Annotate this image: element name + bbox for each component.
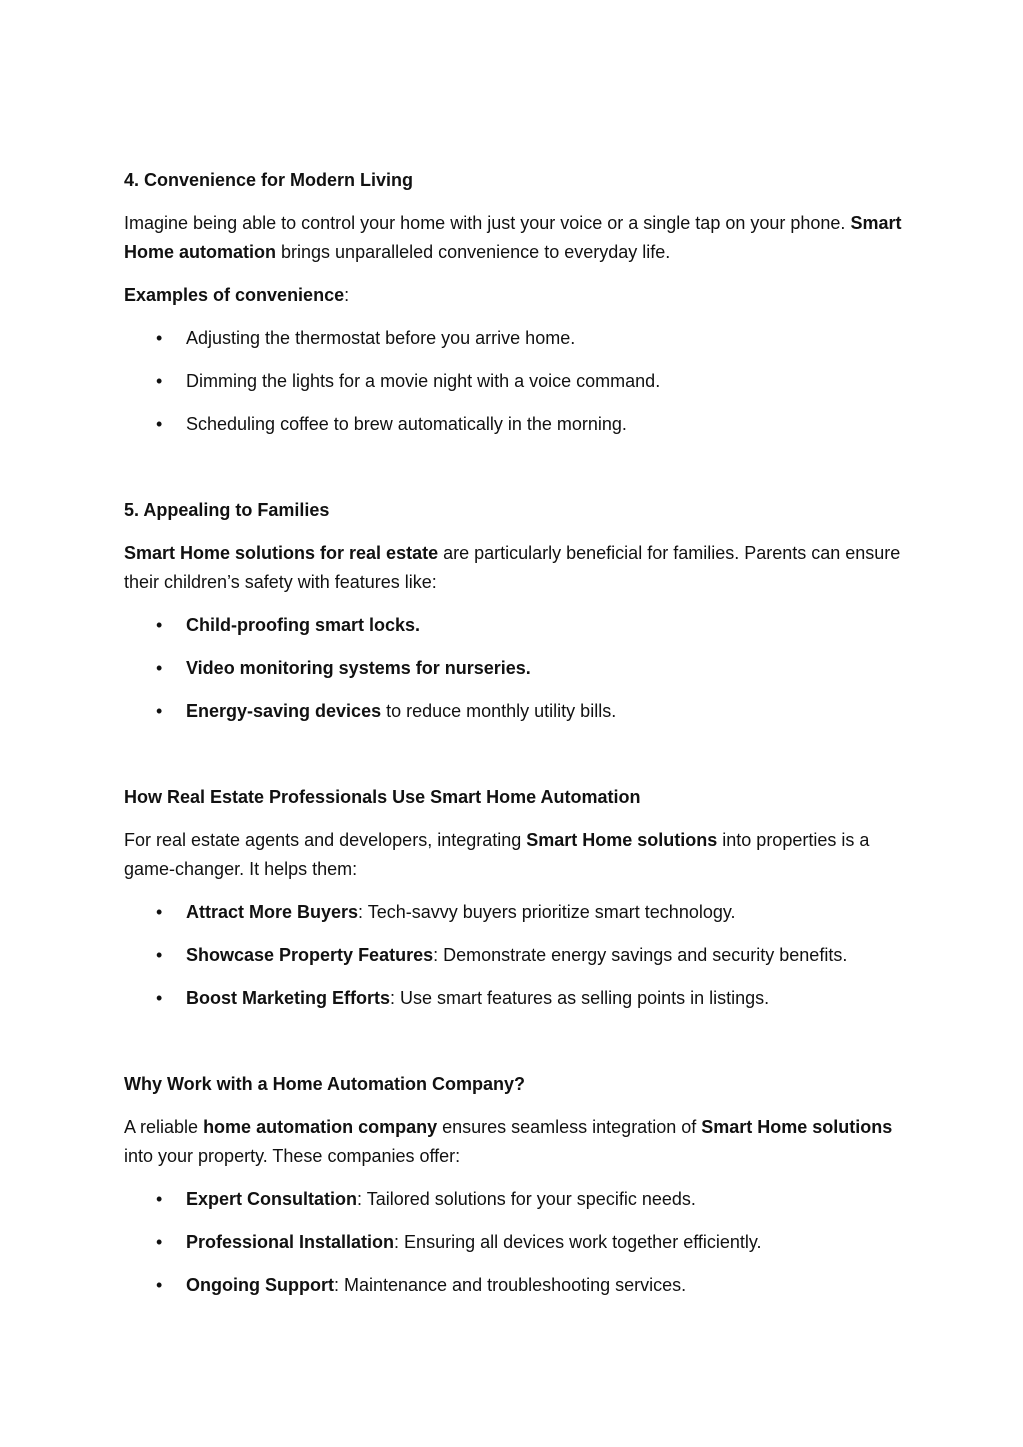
list-item-bold: Child-proofing smart locks. <box>186 615 421 635</box>
section-heading: 4. Convenience for Modern Living <box>124 170 414 190</box>
intro-text: For real estate agents and developers, integrating <box>124 830 527 850</box>
intro-bold: home automation company <box>203 1117 438 1137</box>
list-item <box>124 984 914 1013</box>
section-heading: 5. Appealing to Families <box>124 500 330 520</box>
subheading-bold: Examples of convenience <box>124 285 345 305</box>
list-item-text: : Ensuring all devices work together efficiently. <box>394 1232 762 1252</box>
section-heading: Why Work with a Home Automation Company? <box>124 1074 526 1094</box>
list-item <box>124 367 914 396</box>
list-item <box>124 410 914 439</box>
bullet-icon: • <box>156 902 163 922</box>
section-spacer <box>124 740 914 783</box>
list-item-text: Dimming the lights for a movie night with a voice command. <box>186 371 661 391</box>
bullet-icon: • <box>156 1189 163 1209</box>
bullet-icon: • <box>156 701 163 721</box>
section-subheading <box>124 281 914 310</box>
bullet-list <box>124 611 914 726</box>
intro-bold: Smart Home solutions for real estate <box>124 543 439 563</box>
list-item-bold: Video monitoring systems for nurseries. <box>186 658 531 678</box>
document-page <box>124 166 914 1314</box>
section-intro <box>124 826 914 884</box>
section-intro <box>124 539 914 597</box>
intro-text: into properties is a game-changer. It helps them: <box>124 830 870 879</box>
list-item-bold: Showcase Property Features <box>186 945 434 965</box>
section-home-automation-company <box>124 1070 914 1300</box>
list-item <box>124 654 914 683</box>
list-item <box>124 898 914 927</box>
bullet-icon: • <box>156 988 163 1008</box>
bullet-icon: • <box>156 658 163 678</box>
list-item <box>124 1228 914 1257</box>
list-item <box>124 611 914 640</box>
section-intro <box>124 209 914 267</box>
list-item-bold: Attract More Buyers <box>186 902 359 922</box>
bullet-icon: • <box>156 328 163 348</box>
list-item-bold: Ongoing Support <box>186 1275 334 1295</box>
list-item <box>124 1185 914 1214</box>
section-heading: How Real Estate Professionals Use Smart Home Automation <box>124 787 641 807</box>
intro-text: ensures seamless integration of <box>437 1117 702 1137</box>
bullet-icon: • <box>156 945 163 965</box>
bullet-icon: • <box>156 1275 163 1295</box>
bullet-icon: • <box>156 1232 163 1252</box>
list-item-bold: Energy-saving devices <box>186 701 382 721</box>
section-real-estate-professionals <box>124 783 914 1013</box>
intro-text: brings unparalleled convenience to everyday life. <box>276 242 671 262</box>
list-item-bold: Professional Installation <box>186 1232 395 1252</box>
list-item-text: : Maintenance and troubleshooting services. <box>333 1275 687 1295</box>
list-item-bold: Boost Marketing Efforts <box>186 988 391 1008</box>
section-families <box>124 496 914 726</box>
intro-text: Imagine being able to control your home with just your voice or a single tap on your phone. <box>124 213 851 233</box>
list-item <box>124 697 914 726</box>
subheading-text: : <box>344 285 350 305</box>
list-item-text: Scheduling coffee to brew automatically in the morning. <box>186 414 627 434</box>
bullet-icon: • <box>156 615 163 635</box>
bullet-list <box>124 898 914 1013</box>
list-item-text: : Tech-savvy buyers prioritize smart technology. <box>358 902 736 922</box>
intro-text: into your property. These companies offer: <box>124 1146 461 1166</box>
intro-bold: Smart Home solutions <box>526 830 718 850</box>
list-item-text: : Use smart features as selling points in listings. <box>390 988 770 1008</box>
list-item-text: Adjusting the thermostat before you arrive home. <box>186 328 576 348</box>
intro-bold: Smart Home automation <box>124 213 902 262</box>
bullet-icon: • <box>156 371 163 391</box>
list-item-bold: Expert Consultation <box>186 1189 358 1209</box>
list-item-text: : Tailored solutions for your specific needs. <box>357 1189 696 1209</box>
bullet-list <box>124 324 914 439</box>
intro-text: are particularly beneficial for families. Parents can ensure their children’s safety with features like: <box>124 543 901 592</box>
bullet-icon: • <box>156 414 163 434</box>
list-item <box>124 941 914 970</box>
section-spacer <box>124 453 914 496</box>
section-convenience <box>124 166 914 439</box>
bullet-list <box>124 1185 914 1300</box>
section-intro <box>124 1113 914 1171</box>
list-item-text: to reduce monthly utility bills. <box>381 701 617 721</box>
list-item-text: : Demonstrate energy savings and security benefits. <box>433 945 848 965</box>
intro-bold: Smart Home solutions <box>701 1117 893 1137</box>
list-item <box>124 324 914 353</box>
intro-text: A reliable <box>124 1117 204 1137</box>
section-spacer <box>124 1027 914 1070</box>
list-item <box>124 1271 914 1300</box>
